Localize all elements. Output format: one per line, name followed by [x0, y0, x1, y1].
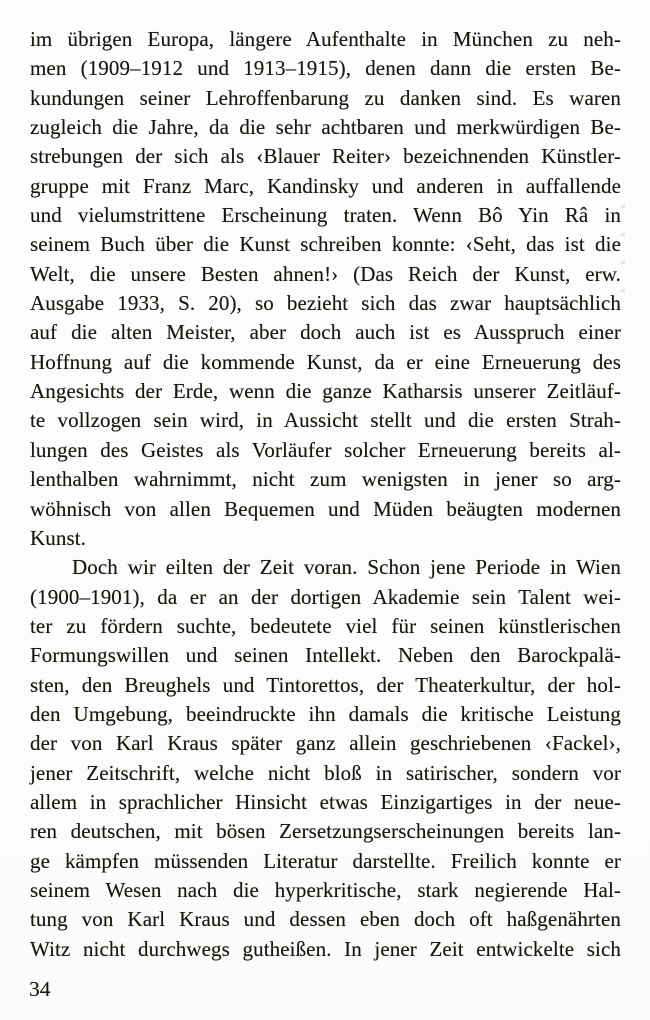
text-line: ter zu fördern suchte, bedeutete viel für seinen künstlerischen: [30, 613, 621, 638]
text-line: lenthalben wahrnimmt, nicht zum wenigsten in jener so arg-: [30, 467, 621, 492]
text-line: Witz nicht durchwegs gutheißen. In jener Zeit entwickelte sich: [30, 936, 621, 961]
text-line-indented: Doch wir eilten der Zeit voran. Schon jene Periode in Wien: [72, 555, 621, 580]
text-line-paragraph-end: Kunst.: [30, 525, 87, 550]
text-line: seinem Wesen nach die hyperkritische, stark negierende Hal-: [30, 877, 621, 902]
text-line: den Umgebung, beeindruckte ihn damals die kritische Leistung: [30, 701, 621, 726]
text-line: und vielumstrittene Erscheinung traten. Wenn Bô Yin Râ in: [30, 203, 621, 228]
page-text: [30, 25, 621, 964]
text-line: ge kämpfen müssenden Literatur darstellte. Freilich konnte er: [30, 848, 621, 873]
text-line: der von Karl Kraus später ganz allein geschriebenen ‹Fackel›,: [30, 731, 621, 756]
text-line: ren deutschen, mit bösen Zersetzungserscheinungen bereits lan-: [30, 819, 621, 844]
text-line: te vollzogen sein wird, in Aussicht stellt und die ersten Strah-: [30, 408, 621, 433]
text-line: (1900–1901), da er an der dortigen Akademie sein Talent wei-: [30, 584, 621, 609]
text-line: im übrigen Europa, längere Aufenthalte in München zu neh-: [30, 27, 621, 51]
text-line: Formungswillen und seinen Intellekt. Neben den Barockpalä-: [30, 643, 621, 668]
text-line: Angesichts der Erde, wenn die ganze Katharsis unserer Zeitläuf-: [30, 379, 621, 404]
text-line: Hoffnung auf die kommende Kunst, da er eine Erneuerung des: [30, 349, 621, 374]
text-line: seinem Buch über die Kunst schreiben konnte: ‹Seht, das ist die: [30, 232, 621, 257]
page-number: 34: [29, 977, 51, 1001]
paragraph-1: [30, 25, 621, 553]
text-line: men (1909–1912 und 1913–1915), denen dann die ersten Be-: [30, 56, 621, 81]
text-line: zugleich die Jahre, da die sehr achtbaren und merkwürdigen Be-: [30, 115, 621, 140]
text-line: kundungen seiner Lehroffenbarung zu danken sind. Es waren: [30, 85, 621, 110]
text-line: gruppe mit Franz Marc, Kandinsky und anderen in auffallende: [30, 173, 621, 198]
text-line: jener Zeitschrift, welche nicht bloß in satirischer, sondern vor: [30, 760, 621, 785]
paragraph-2: [30, 553, 621, 964]
text-line: sten, den Breughels und Tintorettos, der Theaterkultur, der hol-: [30, 672, 621, 697]
text-line: strebungen der sich als ‹Blauer Reiter› bezeichnenden Künstler-: [30, 144, 621, 169]
text-line: auf die alten Meister, aber doch auch ist es Ausspruch einer: [30, 320, 621, 345]
text-line: wöhnisch von allen Bequemen und Müden beäugten modernen: [30, 496, 621, 521]
text-line: lungen des Geistes als Vorläufer solcher Erneuerung bereits al-: [30, 437, 621, 462]
text-line: tung von Karl Kraus und dessen eben doch oft haßgenährten: [30, 907, 621, 932]
text-line: allem in sprachlicher Hinsicht etwas Einzigartiges in der neue-: [30, 789, 621, 814]
text-line: Ausgabe 1933, S. 20), so bezieht sich das zwar hauptsächlich: [30, 291, 621, 316]
scan-artifact: [621, 205, 625, 305]
text-line: Welt, die unsere Besten ahnen!› (Das Reich der Kunst, erw.: [30, 261, 621, 286]
